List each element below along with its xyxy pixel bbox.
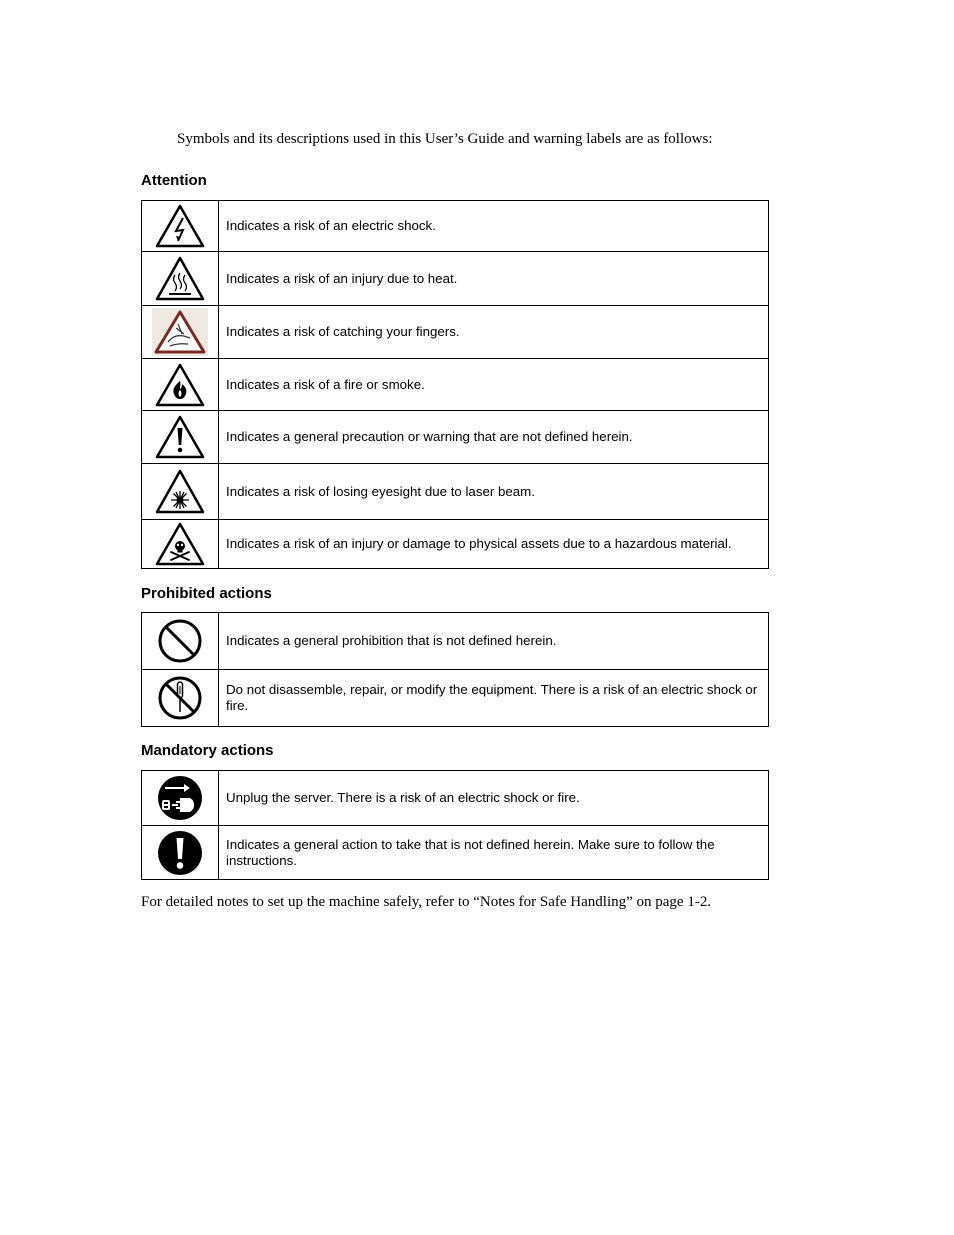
row-description: Indicates a general prohibition that is not defined herein. [219, 613, 769, 670]
table-row [142, 306, 769, 359]
attention-heading: Attention [141, 172, 207, 189]
unplug-icon [142, 771, 219, 826]
mandatory-table [141, 770, 769, 880]
electric-shock-icon [142, 201, 219, 252]
table-row [142, 464, 769, 520]
table-row [142, 613, 769, 670]
attention-table [141, 200, 769, 569]
row-description: Indicates a general precaution or warning that are not defined herein. [219, 411, 769, 464]
row-description: Indicates a risk of an electric shock. [219, 201, 769, 252]
table-row [142, 252, 769, 306]
table-row [142, 411, 769, 464]
row-description: Unplug the server. There is a risk of an electric shock or fire. [219, 771, 769, 826]
row-description: Indicates a risk of losing eyesight due to laser beam. [219, 464, 769, 520]
table-row [142, 359, 769, 411]
general-warning-icon [142, 411, 219, 464]
row-description: Indicates a risk of an injury due to heat. [219, 252, 769, 306]
laser-beam-icon [142, 464, 219, 520]
mandatory-heading: Mandatory actions [141, 742, 274, 759]
footer-note: For detailed notes to set up the machine safely, refer to “Notes for Safe Handling” on page 1-2. [141, 894, 712, 910]
general-prohibition-icon [142, 613, 219, 670]
table-row [142, 826, 769, 880]
table-row [142, 201, 769, 252]
no-disassembly-icon [142, 670, 219, 727]
row-description: Indicates a risk of a fire or smoke. [219, 359, 769, 411]
table-row [142, 520, 769, 569]
row-description: Do not disassemble, repair, or modify the equipment. There is a risk of an electric shock or fire. [219, 670, 769, 727]
table-row [142, 670, 769, 727]
intro-text: Symbols and its descriptions used in this User’s Guide and warning labels are as follows: [177, 131, 713, 147]
row-description: Indicates a risk of catching your fingers. [219, 306, 769, 359]
general-mandatory-icon [142, 826, 219, 880]
row-description: Indicates a general action to take that is not defined herein. Make sure to follow the instructions. [219, 826, 769, 880]
finger-pinch-icon [142, 306, 219, 359]
hazardous-material-icon [142, 520, 219, 569]
table-row [142, 771, 769, 826]
row-description: Indicates a risk of an injury or damage to physical assets due to a hazardous material. [219, 520, 769, 569]
prohibited-heading: Prohibited actions [141, 585, 272, 602]
fire-icon [142, 359, 219, 411]
hot-surface-icon [142, 252, 219, 306]
prohibited-table [141, 612, 769, 727]
